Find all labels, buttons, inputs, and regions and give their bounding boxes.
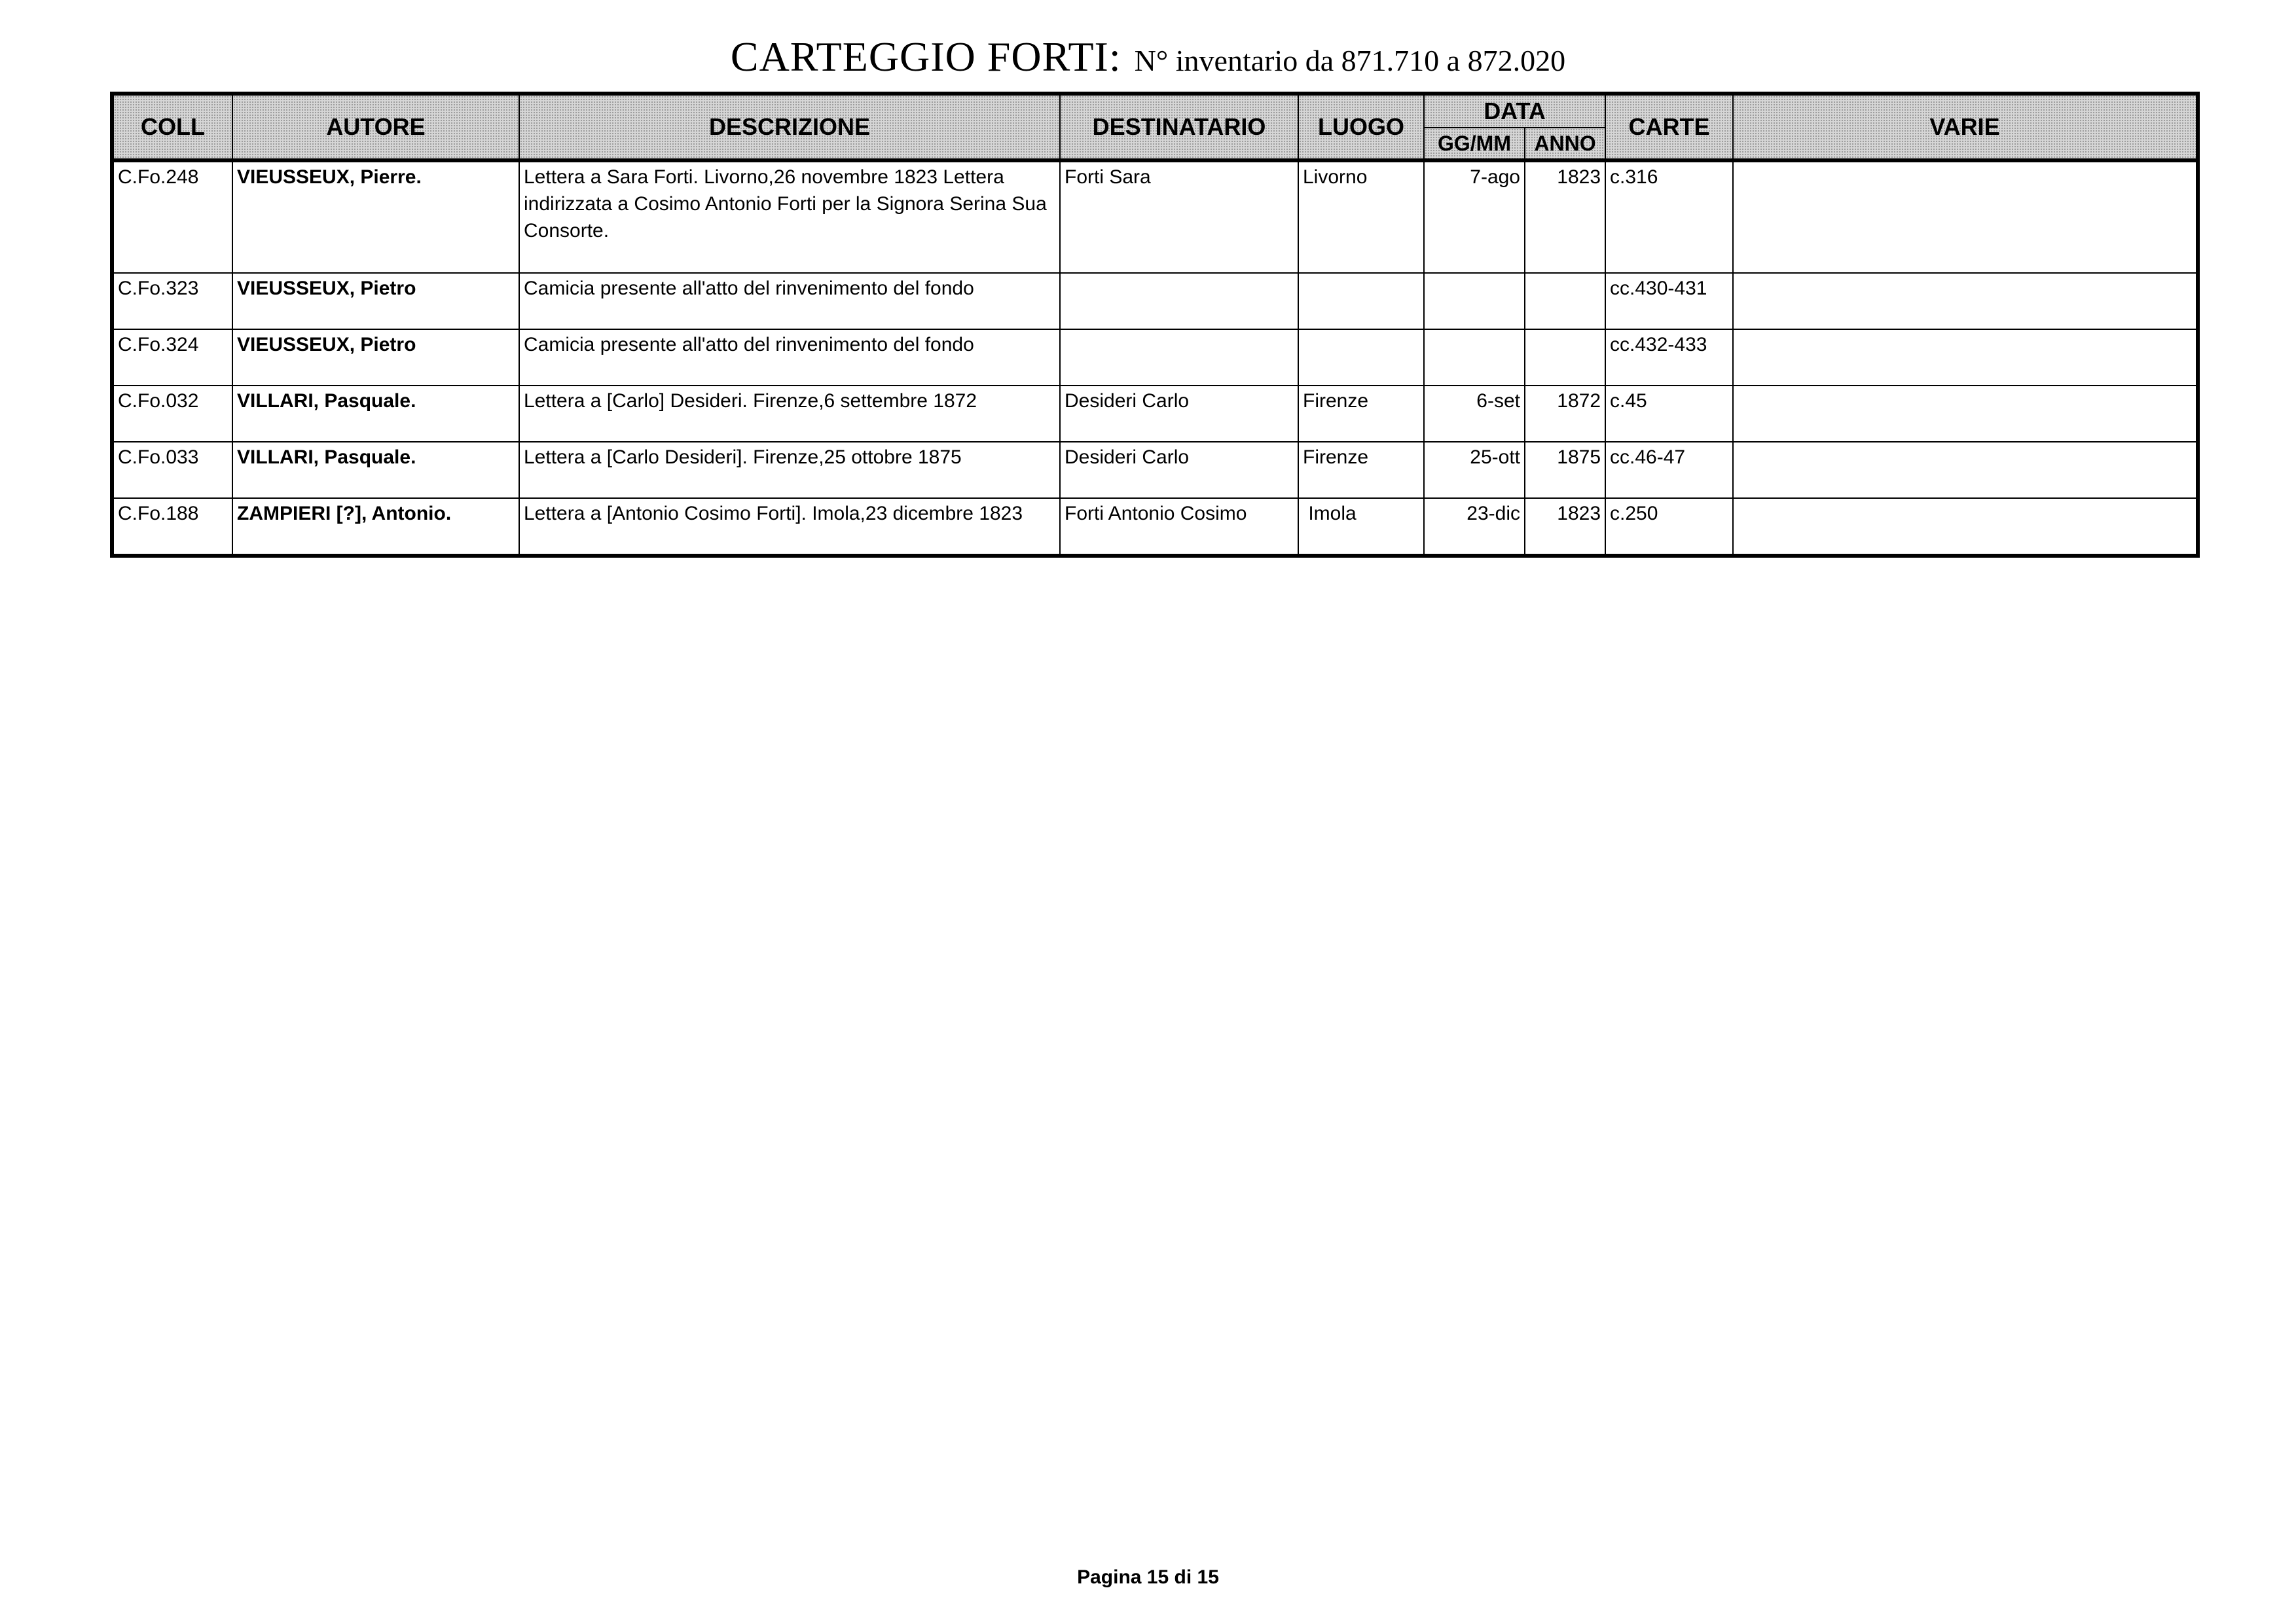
cell-anno: 1875 bbox=[1525, 442, 1605, 498]
cell-carte: cc.430-431 bbox=[1605, 273, 1733, 329]
cell-coll: C.Fo.033 bbox=[112, 442, 232, 498]
cell-carte: cc.46-47 bbox=[1605, 442, 1733, 498]
table-row bbox=[112, 273, 2198, 329]
cell-anno bbox=[1525, 329, 1605, 386]
page-title bbox=[0, 33, 2296, 81]
cell-ggmm: 23-dic bbox=[1424, 498, 1525, 556]
cell-descrizione: Lettera a [Carlo] Desideri. Firenze,6 settembre 1872 bbox=[519, 386, 1060, 442]
cell-coll: C.Fo.248 bbox=[112, 160, 232, 273]
cell-coll: C.Fo.032 bbox=[112, 386, 232, 442]
title-subtitle: N° inventario da 871.710 a 872.020 bbox=[1134, 44, 1566, 77]
cell-autore: VIEUSSEUX, Pietro bbox=[232, 273, 519, 329]
cell-carte: cc.432-433 bbox=[1605, 329, 1733, 386]
cell-coll: C.Fo.188 bbox=[112, 498, 232, 556]
cell-autore: VIEUSSEUX, Pierre. bbox=[232, 160, 519, 273]
cell-ggmm bbox=[1424, 329, 1525, 386]
cell-varie bbox=[1733, 498, 2198, 556]
header-coll: COLL bbox=[112, 94, 232, 160]
cell-descrizione: Lettera a [Carlo Desideri]. Firenze,25 ottobre 1875 bbox=[519, 442, 1060, 498]
header-descrizione: DESCRIZIONE bbox=[519, 94, 1060, 160]
header-varie: VARIE bbox=[1733, 94, 2198, 160]
cell-descrizione: Camicia presente all'atto del rinvenimento del fondo bbox=[519, 329, 1060, 386]
cell-descrizione: Camicia presente all'atto del rinvenimento del fondo bbox=[519, 273, 1060, 329]
header-autore: AUTORE bbox=[232, 94, 519, 160]
cell-coll: C.Fo.324 bbox=[112, 329, 232, 386]
header-anno: ANNO bbox=[1525, 128, 1605, 160]
cell-varie bbox=[1733, 442, 2198, 498]
cell-ggmm: 25-ott bbox=[1424, 442, 1525, 498]
cell-carte: c.250 bbox=[1605, 498, 1733, 556]
cell-descrizione: Lettera a [Antonio Cosimo Forti]. Imola,23 dicembre 1823 bbox=[519, 498, 1060, 556]
cell-autore: VILLARI, Pasquale. bbox=[232, 442, 519, 498]
cell-luogo: Livorno bbox=[1298, 160, 1424, 273]
header-luogo: LUOGO bbox=[1298, 94, 1424, 160]
table-row bbox=[112, 329, 2198, 386]
table-header bbox=[112, 94, 2198, 160]
cell-autore: VIEUSSEUX, Pietro bbox=[232, 329, 519, 386]
cell-coll: C.Fo.323 bbox=[112, 273, 232, 329]
cell-destinatario bbox=[1060, 329, 1298, 386]
cell-destinatario: Desideri Carlo bbox=[1060, 442, 1298, 498]
cell-ggmm: 7-ago bbox=[1424, 160, 1525, 273]
table-body bbox=[112, 160, 2198, 556]
table-row bbox=[112, 160, 2198, 273]
cell-autore: ZAMPIERI [?], Antonio. bbox=[232, 498, 519, 556]
header-destinatario: DESTINATARIO bbox=[1060, 94, 1298, 160]
cell-varie bbox=[1733, 386, 2198, 442]
cell-ggmm bbox=[1424, 273, 1525, 329]
cell-destinatario: Forti Sara bbox=[1060, 160, 1298, 273]
cell-destinatario: Desideri Carlo bbox=[1060, 386, 1298, 442]
cell-carte: c.45 bbox=[1605, 386, 1733, 442]
cell-anno: 1823 bbox=[1525, 498, 1605, 556]
table-row bbox=[112, 386, 2198, 442]
cell-varie bbox=[1733, 273, 2198, 329]
cell-luogo: Firenze bbox=[1298, 442, 1424, 498]
cell-carte: c.316 bbox=[1605, 160, 1733, 273]
title-main: CARTEGGIO FORTI: bbox=[730, 33, 1121, 80]
table-row bbox=[112, 498, 2198, 556]
cell-luogo: Firenze bbox=[1298, 386, 1424, 442]
cell-luogo bbox=[1298, 273, 1424, 329]
cell-ggmm: 6-set bbox=[1424, 386, 1525, 442]
inventory-table bbox=[110, 92, 2200, 558]
cell-anno: 1823 bbox=[1525, 160, 1605, 273]
cell-destinatario: Forti Antonio Cosimo bbox=[1060, 498, 1298, 556]
header-data: DATA bbox=[1424, 94, 1605, 128]
cell-destinatario bbox=[1060, 273, 1298, 329]
cell-descrizione: Lettera a Sara Forti. Livorno,26 novembre 1823 Lettera indirizzata a Cosimo Antonio Forti per la Signora Serina Sua Consorte. bbox=[519, 160, 1060, 273]
page-number: Pagina 15 di 15 bbox=[1077, 1566, 1219, 1588]
table-row bbox=[112, 442, 2198, 498]
header-ggmm: GG/MM bbox=[1424, 128, 1525, 160]
cell-varie bbox=[1733, 329, 2198, 386]
cell-autore: VILLARI, Pasquale. bbox=[232, 386, 519, 442]
cell-varie bbox=[1733, 160, 2198, 273]
cell-anno bbox=[1525, 273, 1605, 329]
header-carte: CARTE bbox=[1605, 94, 1733, 160]
cell-luogo: Imola bbox=[1298, 498, 1424, 556]
cell-luogo bbox=[1298, 329, 1424, 386]
cell-anno: 1872 bbox=[1525, 386, 1605, 442]
